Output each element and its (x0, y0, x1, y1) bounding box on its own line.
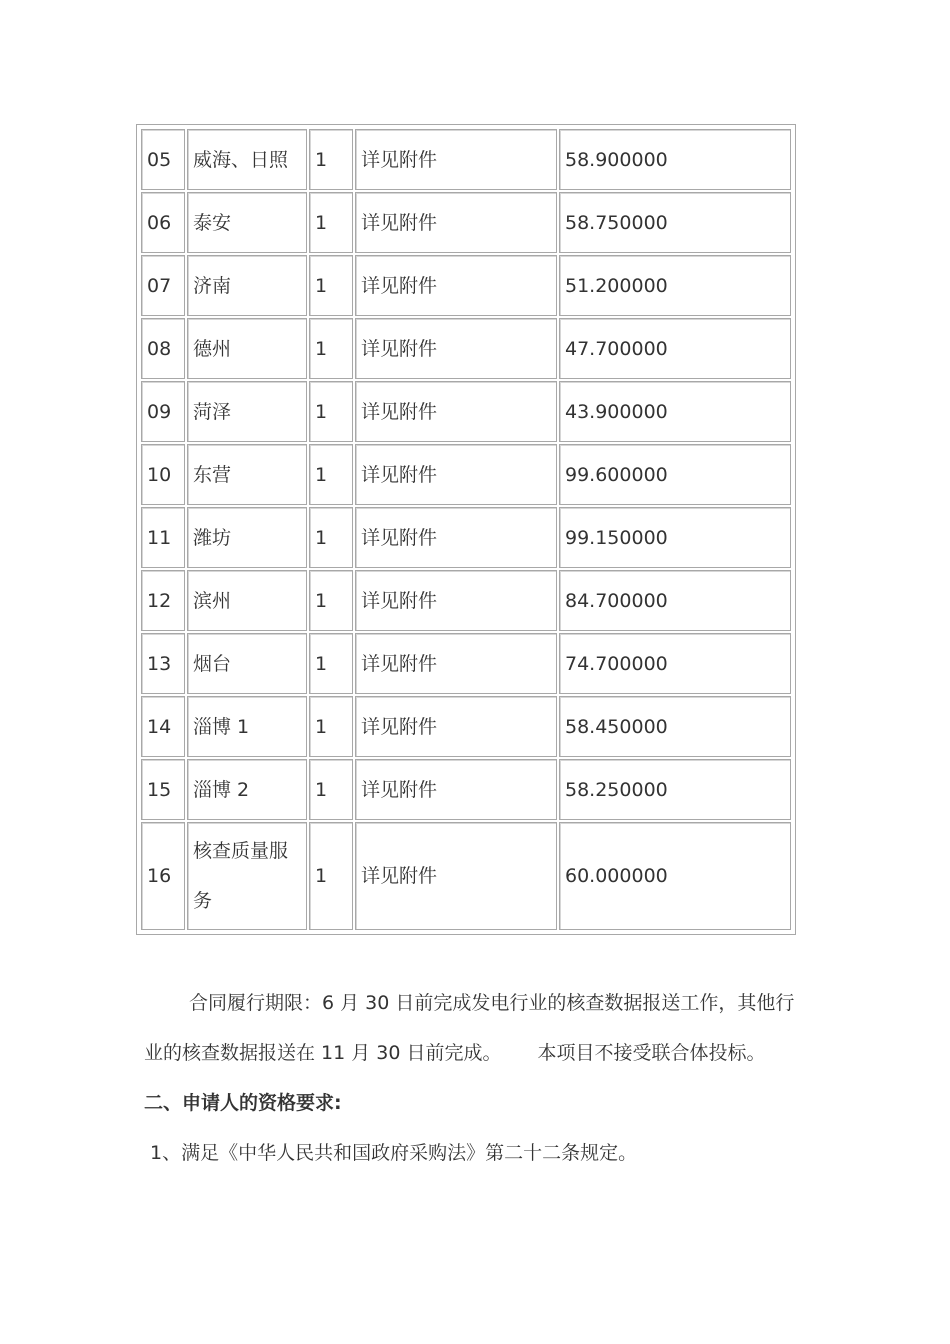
lot-detail: 详见附件 (355, 822, 557, 930)
lot-number: 16 (141, 822, 185, 930)
lot-quantity: 1 (309, 381, 353, 442)
lot-number: 07 (141, 255, 185, 316)
lot-region: 威海、日照 (187, 129, 307, 190)
lot-amount: 60.000000 (559, 822, 791, 930)
table-row (141, 759, 791, 820)
lot-detail: 详见附件 (355, 696, 557, 757)
lot-quantity: 1 (309, 633, 353, 694)
lot-table-frame (136, 124, 796, 935)
lot-region: 东营 (187, 444, 307, 505)
lot-amount: 99.150000 (559, 507, 791, 568)
lot-quantity: 1 (309, 822, 353, 930)
table-row (141, 192, 791, 253)
lot-amount: 51.200000 (559, 255, 791, 316)
table-row (141, 381, 791, 442)
lot-quantity: 1 (309, 192, 353, 253)
lot-quantity: 1 (309, 570, 353, 631)
table-row (141, 633, 791, 694)
lot-number: 14 (141, 696, 185, 757)
table-row (141, 822, 791, 930)
table-row (141, 255, 791, 316)
lot-region: 菏泽 (187, 381, 307, 442)
lot-amount: 74.700000 (559, 633, 791, 694)
lot-quantity: 1 (309, 255, 353, 316)
lot-quantity: 1 (309, 759, 353, 820)
lot-detail: 详见附件 (355, 633, 557, 694)
lot-region: 泰安 (187, 192, 307, 253)
lot-region: 核查质量服务 (187, 822, 307, 930)
table-row (141, 570, 791, 631)
table-row (141, 507, 791, 568)
lot-number: 09 (141, 381, 185, 442)
table-row (141, 444, 791, 505)
lot-quantity: 1 (309, 444, 353, 505)
contract-period-paragraph (144, 978, 804, 1078)
lot-number: 15 (141, 759, 185, 820)
lot-detail: 详见附件 (355, 381, 557, 442)
lot-quantity: 1 (309, 129, 353, 190)
lot-number: 12 (141, 570, 185, 631)
lot-amount: 58.900000 (559, 129, 791, 190)
lot-number: 06 (141, 192, 185, 253)
lot-detail: 详见附件 (355, 444, 557, 505)
lot-number: 08 (141, 318, 185, 379)
lot-table (139, 127, 793, 932)
lot-number: 10 (141, 444, 185, 505)
lot-number: 13 (141, 633, 185, 694)
lot-amount: 58.450000 (559, 696, 791, 757)
lot-number: 05 (141, 129, 185, 190)
lot-number: 11 (141, 507, 185, 568)
lot-detail: 详见附件 (355, 255, 557, 316)
table-row (141, 129, 791, 190)
lot-region: 烟台 (187, 633, 307, 694)
lot-table-body (141, 129, 791, 930)
lot-quantity: 1 (309, 318, 353, 379)
lot-amount: 99.600000 (559, 444, 791, 505)
lot-region: 德州 (187, 318, 307, 379)
lot-amount: 58.750000 (559, 192, 791, 253)
table-row (141, 318, 791, 379)
lot-detail: 详见附件 (355, 570, 557, 631)
lot-region: 滨州 (187, 570, 307, 631)
lot-quantity: 1 (309, 696, 353, 757)
lot-amount: 58.250000 (559, 759, 791, 820)
lot-detail: 详见附件 (355, 507, 557, 568)
lot-detail: 详见附件 (355, 192, 557, 253)
lot-region: 淄博 2 (187, 759, 307, 820)
lot-amount: 47.700000 (559, 318, 791, 379)
section-heading: 二、申请人的资格要求: (144, 1092, 342, 1114)
lot-detail: 详见附件 (355, 318, 557, 379)
lot-amount: 43.900000 (559, 381, 791, 442)
lot-detail: 详见附件 (355, 129, 557, 190)
lot-region: 淄博 1 (187, 696, 307, 757)
table-row (141, 696, 791, 757)
lot-region: 潍坊 (187, 507, 307, 568)
lot-quantity: 1 (309, 507, 353, 568)
lot-region: 济南 (187, 255, 307, 316)
consortium-notice: 本项目不接受联合体投标。 (537, 1042, 766, 1064)
qualification-item: 1、满足《中华人民共和国政府采购法》第二十二条规定。 (150, 1142, 638, 1164)
lot-amount: 84.700000 (559, 570, 791, 631)
contract-period-text: 合同履行期限：6 月 30 日前完成发电行业的核查数据报送工作，其他行业的核查数据报送在 11 月 30 日前完成。 (144, 992, 795, 1064)
lot-detail: 详见附件 (355, 759, 557, 820)
